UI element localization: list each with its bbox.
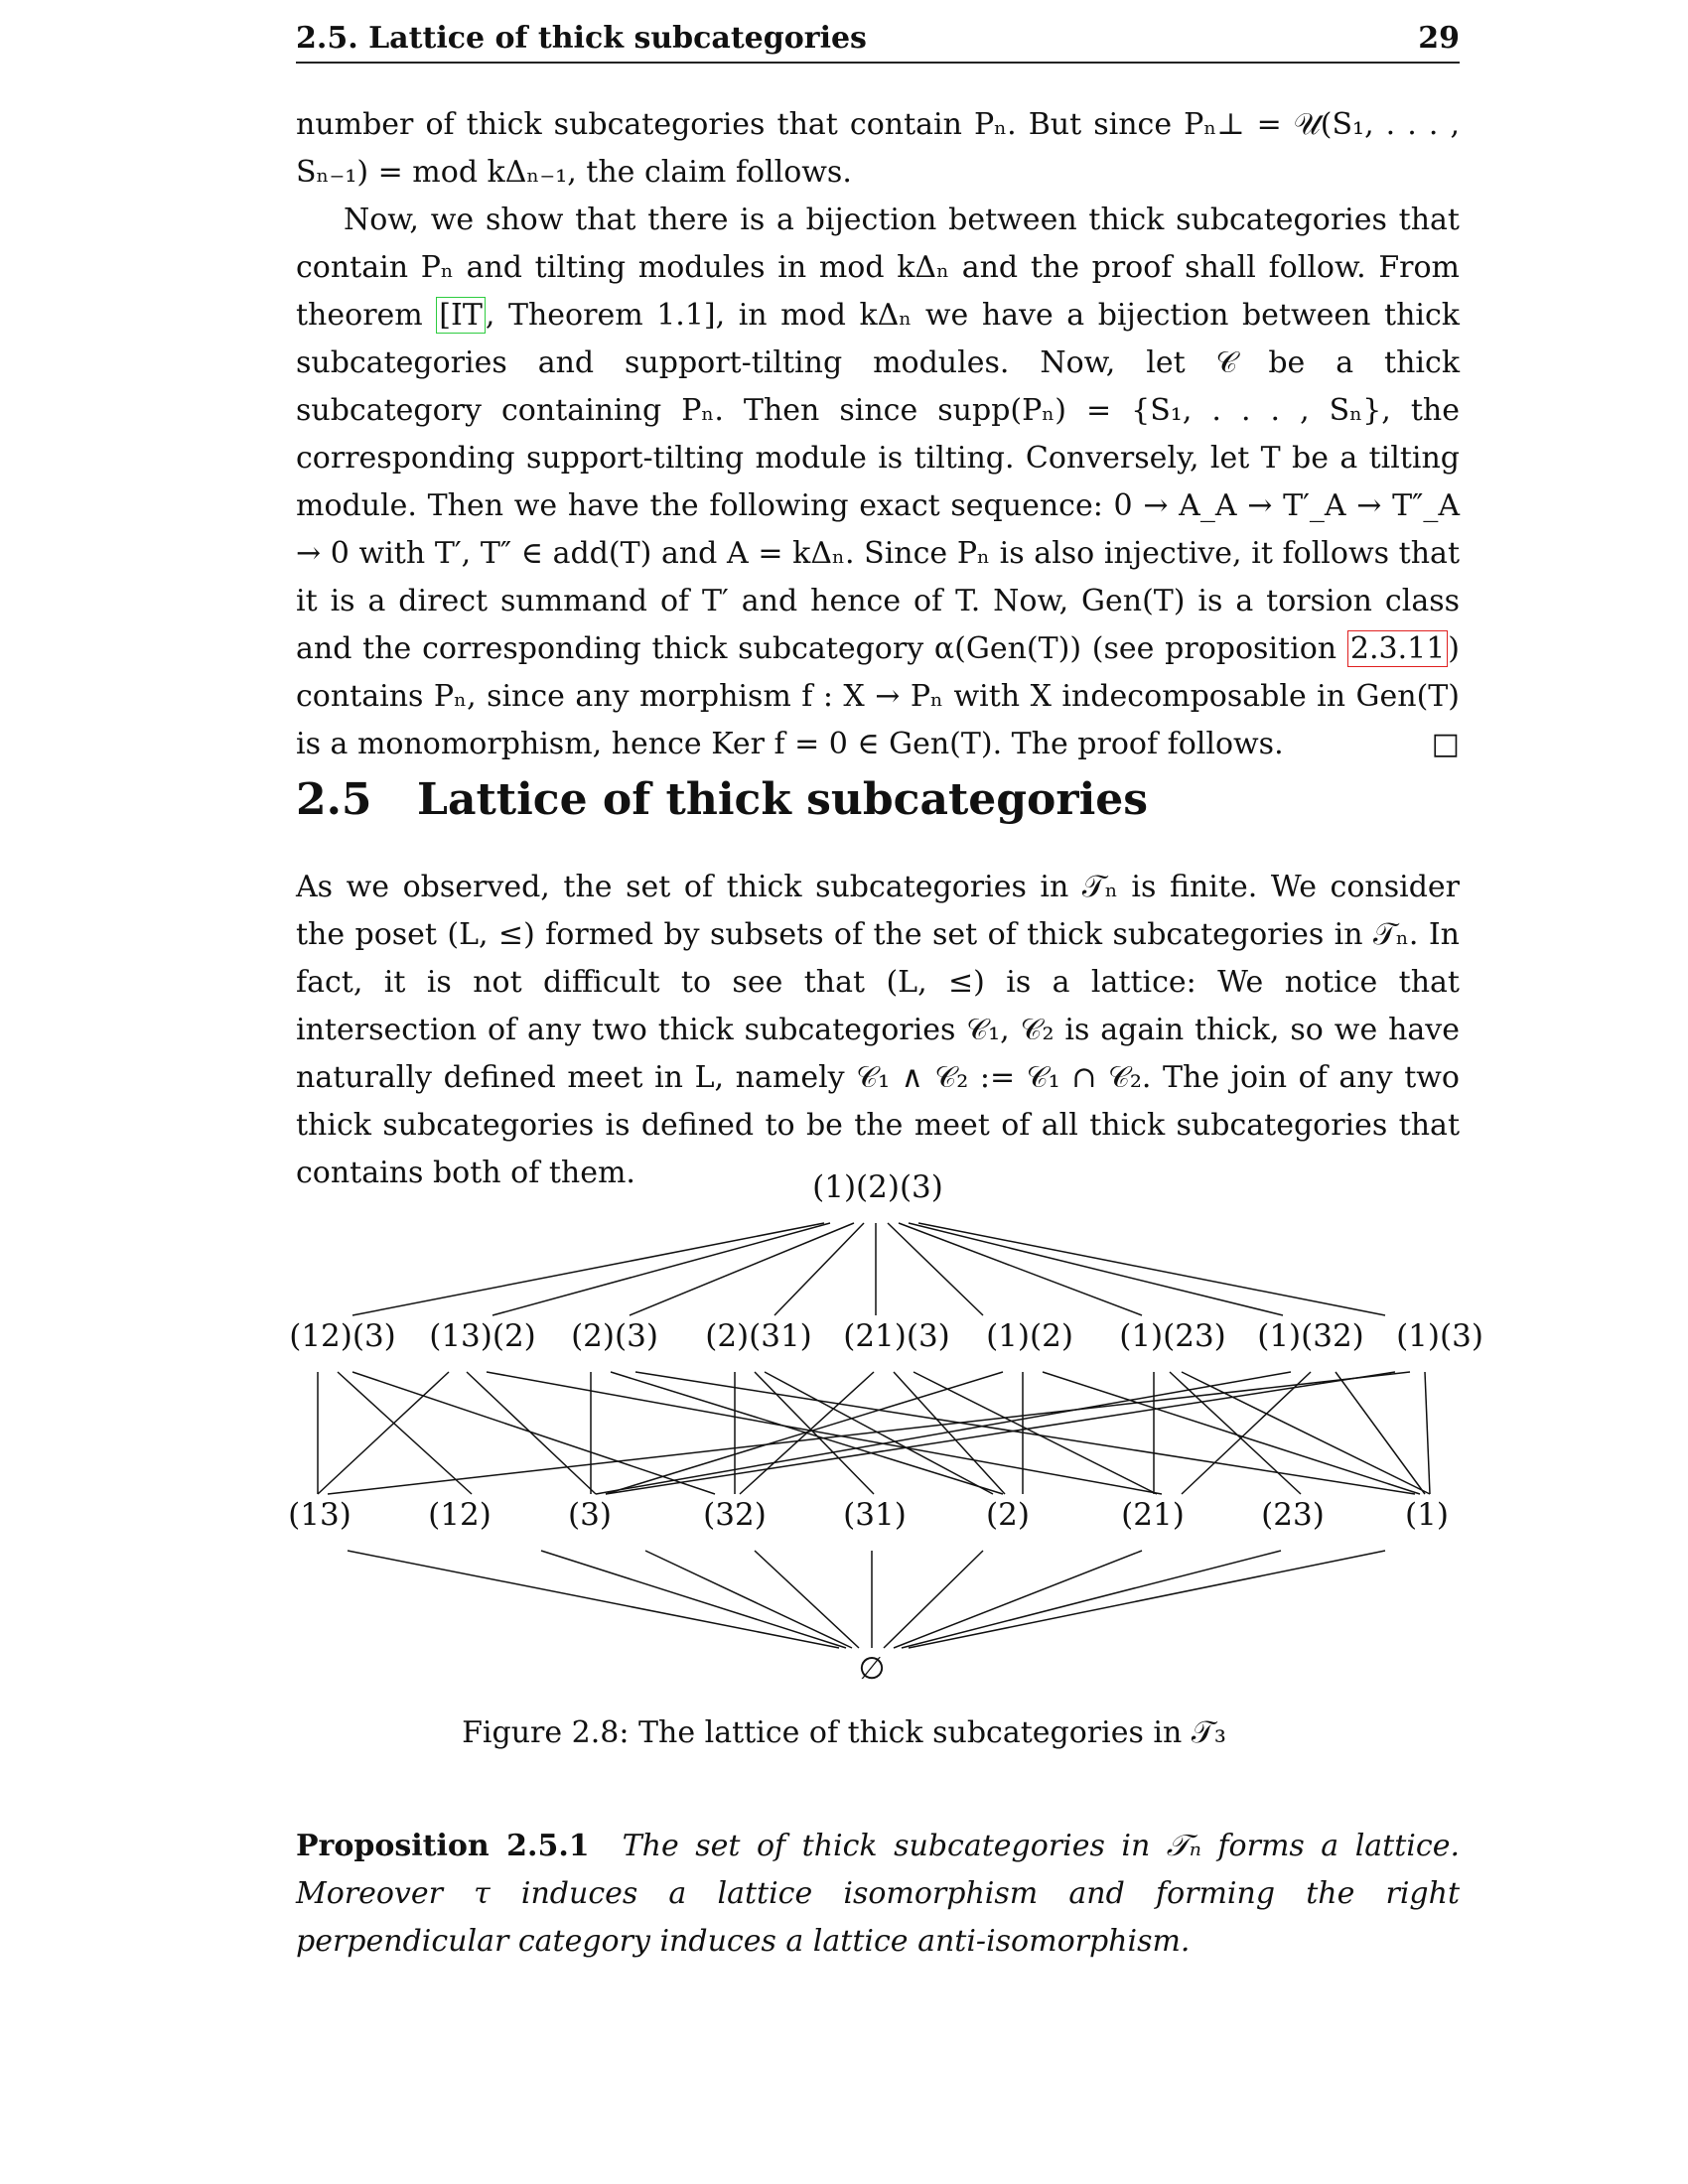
edge bbox=[348, 1551, 839, 1648]
section-paragraph bbox=[296, 864, 1460, 1197]
edge bbox=[909, 1551, 1385, 1648]
lattice-node-lower: (3) bbox=[568, 1497, 612, 1533]
edge bbox=[894, 1372, 1005, 1494]
paragraph-2 bbox=[296, 197, 1460, 768]
paragraph-2-part-b: , Theorem 1.1], in mod kΔₙ we have a bijection between thick subcategories and support-tilting modules. Now, let 𝒞 be a thick subcategory containing Pₙ. Then since supp(Pₙ) = {S₁, . . . , Sₙ}, the corresponding support-tilting module is tilting. Conversely, let T be a tilting module. Then we have the following exact sequence: 0 → A_A → T′_A → T″_A → 0 with T′, T″ ∈ add(T) and A = kΔₙ. Since Pₙ is also injective, it follows that it is a direct summand of T′ and hence of T. Now, Gen(T) is a torsion class and the corresponding thick subcategory α(Gen(T)) (see proposition bbox=[296, 298, 1460, 666]
edge bbox=[541, 1551, 846, 1648]
lattice-node-bottom: ∅ bbox=[858, 1651, 886, 1687]
edge bbox=[352, 1223, 824, 1315]
edge bbox=[1425, 1372, 1430, 1494]
proposition bbox=[296, 1823, 1460, 1966]
edge bbox=[755, 1551, 859, 1648]
edge bbox=[740, 1372, 874, 1494]
paragraph-2-part-a: Now, we show that there is a bijection between thick subcategories that contain Pₙ and tilting modules in mod kΔₙ and the proof shall follow. From theorem bbox=[296, 203, 1460, 333]
qed-symbol: □ bbox=[1431, 727, 1460, 761]
lattice-node-middle: (1)(32) bbox=[1257, 1318, 1364, 1354]
edge bbox=[884, 1551, 983, 1648]
section-title: Lattice of thick subcategories bbox=[417, 774, 1149, 825]
lattice-node-middle: (2)(31) bbox=[705, 1318, 812, 1354]
citation-link-IT[interactable]: [IT bbox=[436, 297, 486, 334]
edge bbox=[492, 1223, 830, 1315]
edge bbox=[888, 1223, 983, 1315]
edge bbox=[1170, 1372, 1301, 1494]
edge bbox=[596, 1372, 1291, 1494]
edge bbox=[774, 1223, 864, 1315]
edge bbox=[755, 1372, 874, 1494]
lattice-node-middle: (1)(3) bbox=[1396, 1318, 1483, 1354]
lattice-node-middle: (21)(3) bbox=[843, 1318, 950, 1354]
edge bbox=[914, 1372, 1157, 1494]
lattice-node-middle: (2)(3) bbox=[571, 1318, 658, 1354]
lattice-node-lower: (2) bbox=[986, 1497, 1030, 1533]
edge bbox=[635, 1372, 1415, 1494]
lattice-node-lower: (23) bbox=[1261, 1497, 1325, 1533]
edge bbox=[467, 1372, 596, 1494]
proposition-text: The set of thick subcategories in 𝒯ₙ forms a lattice. Moreover τ induces a lattice isomorphism and forming the right perpendicular category induces a lattice anti-isomorphism. bbox=[296, 1829, 1460, 1959]
edge bbox=[352, 1372, 715, 1494]
proposition-link-2-3-11[interactable]: 2.3.11 bbox=[1347, 630, 1448, 667]
edge bbox=[645, 1551, 852, 1648]
figure-caption: Figure 2.8: The lattice of thick subcategories in 𝒯₃ bbox=[462, 1715, 1226, 1750]
lattice-node-lower: (13) bbox=[288, 1497, 352, 1533]
edge bbox=[918, 1223, 1385, 1315]
edge bbox=[1182, 1372, 1311, 1494]
lattice-node-middle: (12)(3) bbox=[289, 1318, 396, 1354]
edge bbox=[338, 1372, 472, 1494]
edge bbox=[1336, 1372, 1425, 1494]
lattice-node-lower: (31) bbox=[843, 1497, 907, 1533]
edge bbox=[328, 1372, 1410, 1494]
section-paragraph-text: As we observed, the set of thick subcategories in 𝒯ₙ is finite. We consider the poset (L, ≤) formed by subsets of the set of thick subcategories in 𝒯ₙ. In fact, it is not difficult to see that (L, ≤) is a lattice: We notice that intersection of any two thick subcategories 𝒞₁, 𝒞₂ is again thick, so we have naturally defined meet in L, namely 𝒞₁ ∧ 𝒞₂ := 𝒞₁ ∩ 𝒞₂. The join of any two thick subcategories is defined to be the meet of all thick subcategories that contains both of them. bbox=[296, 870, 1460, 1190]
proof-continuation bbox=[296, 101, 1460, 768]
running-header bbox=[296, 18, 1460, 64]
edge bbox=[899, 1223, 1142, 1315]
edge bbox=[611, 1372, 1003, 1494]
lattice-node-top: (1)(2)(3) bbox=[812, 1169, 943, 1205]
lattice-node-lower: (32) bbox=[703, 1497, 767, 1533]
edge bbox=[894, 1551, 1142, 1648]
lattice-node-middle: (1)(2) bbox=[986, 1318, 1073, 1354]
running-header-title: 2.5. Lattice of thick subcategories bbox=[296, 21, 867, 56]
paragraph-2-part-c: ) contains Pₙ, since any morphism f : X → Pₙ with X indecomposable in Gen(T) is a monomorphism, hence Ker f = 0 ∈ Gen(T). The proof follows. bbox=[296, 631, 1460, 761]
edge bbox=[606, 1372, 1003, 1494]
page-number: 29 bbox=[1418, 21, 1460, 56]
lattice-node-lower: (21) bbox=[1121, 1497, 1185, 1533]
section-heading bbox=[296, 774, 1148, 825]
edge bbox=[902, 1551, 1281, 1648]
proposition-label: Proposition 2.5.1 bbox=[296, 1829, 590, 1863]
edge bbox=[487, 1372, 1162, 1494]
lattice-node-middle: (1)(23) bbox=[1119, 1318, 1226, 1354]
edge bbox=[606, 1372, 1395, 1494]
lattice-node-lower: (1) bbox=[1405, 1497, 1449, 1533]
edge bbox=[909, 1223, 1283, 1315]
paragraph-1: number of thick subcategories that contain Pₙ. But since Pₙ⊥ = 𝒰(S₁, . . . , Sₙ₋₁) = mod kΔₙ₋₁, the claim follows. bbox=[296, 107, 1460, 190]
lattice-node-middle: (13)(2) bbox=[429, 1318, 536, 1354]
edge bbox=[630, 1223, 854, 1315]
edge bbox=[1043, 1372, 1420, 1494]
section-number: 2.5 bbox=[296, 774, 372, 825]
edge bbox=[765, 1372, 993, 1494]
edge bbox=[318, 1372, 449, 1494]
lattice-node-lower: (12) bbox=[428, 1497, 492, 1533]
edge bbox=[1182, 1372, 1430, 1494]
